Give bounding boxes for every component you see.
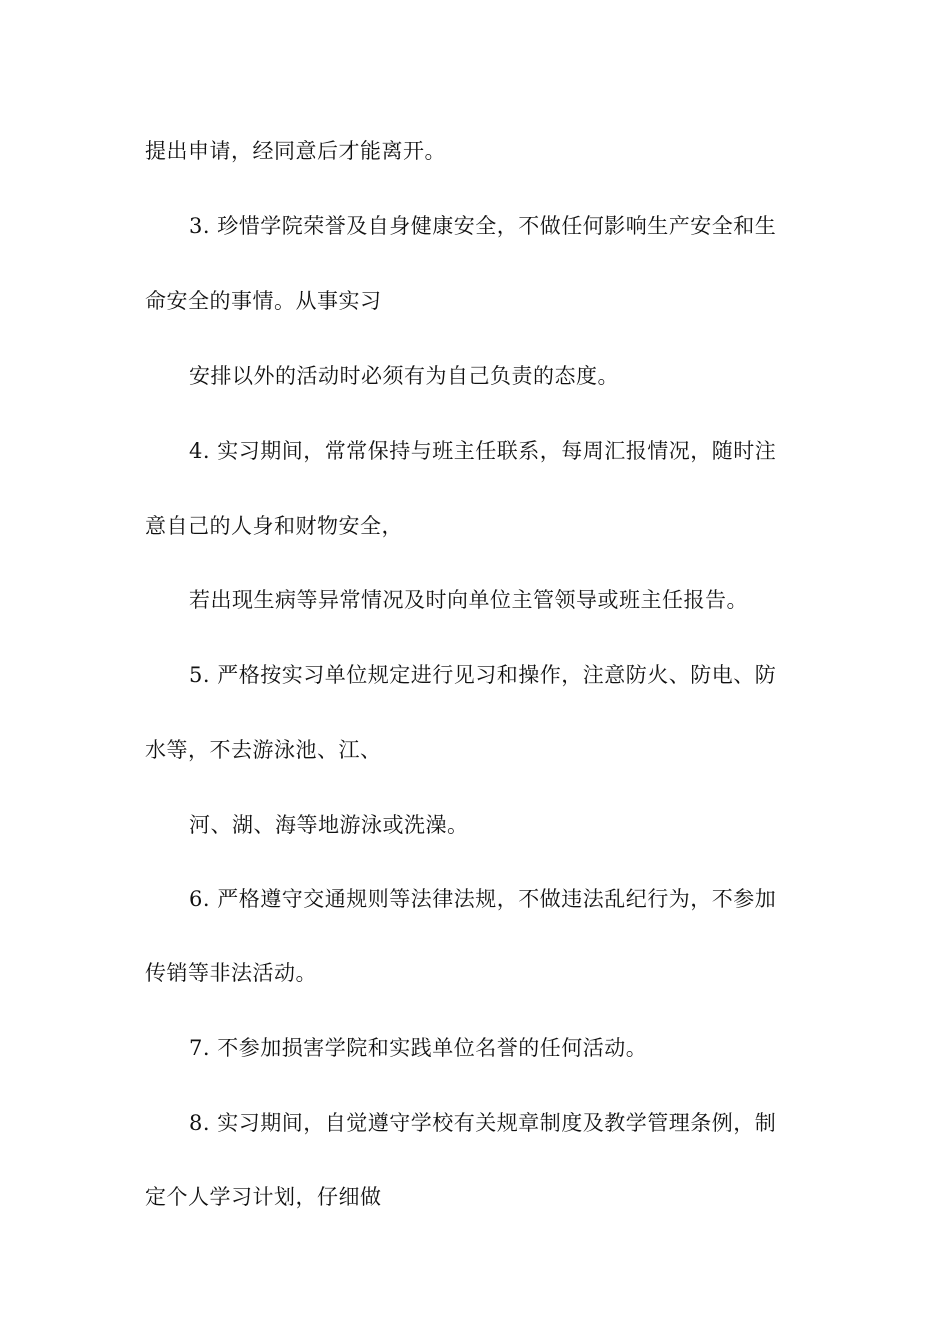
text-line: 安排以外的活动时必须有为自己负责的态度。 xyxy=(189,364,619,388)
text-line: 意自己的人身和财物安全， xyxy=(145,514,403,538)
text-line: 若出现生病等异常情况及时向单位主管领导或班主任报告。 xyxy=(189,588,748,612)
text-line: 6. 严格遵守交通规则等法律法规，不做违法乱纪行为，不参加 xyxy=(189,887,777,911)
text-line: 水等，不去游泳池、江、 xyxy=(145,738,382,762)
text-line: 7. 不参加损害学院和实践单位名誉的任何活动。 xyxy=(189,1036,648,1060)
text-line: 提出申请，经同意后才能离开。 xyxy=(145,139,446,163)
text-line: 命安全的事情。从事实习 xyxy=(145,289,382,313)
text-line: 传销等非法活动。 xyxy=(145,961,317,985)
text-line: 河、湖、海等地游泳或洗澡。 xyxy=(189,813,469,837)
text-line: 4. 实习期间，常常保持与班主任联系，每周汇报情况，随时注 xyxy=(189,439,777,463)
text-line: 8. 实习期间，自觉遵守学校有关规章制度及教学管理条例，制 xyxy=(189,1111,777,1135)
text-line: 5. 严格按实习单位规定进行见习和操作，注意防火、防电、防 xyxy=(189,663,777,687)
text-line: 3. 珍惜学院荣誉及自身健康安全，不做任何影响生产安全和生 xyxy=(189,214,777,238)
text-line: 定个人学习计划，仔细做 xyxy=(145,1185,382,1209)
